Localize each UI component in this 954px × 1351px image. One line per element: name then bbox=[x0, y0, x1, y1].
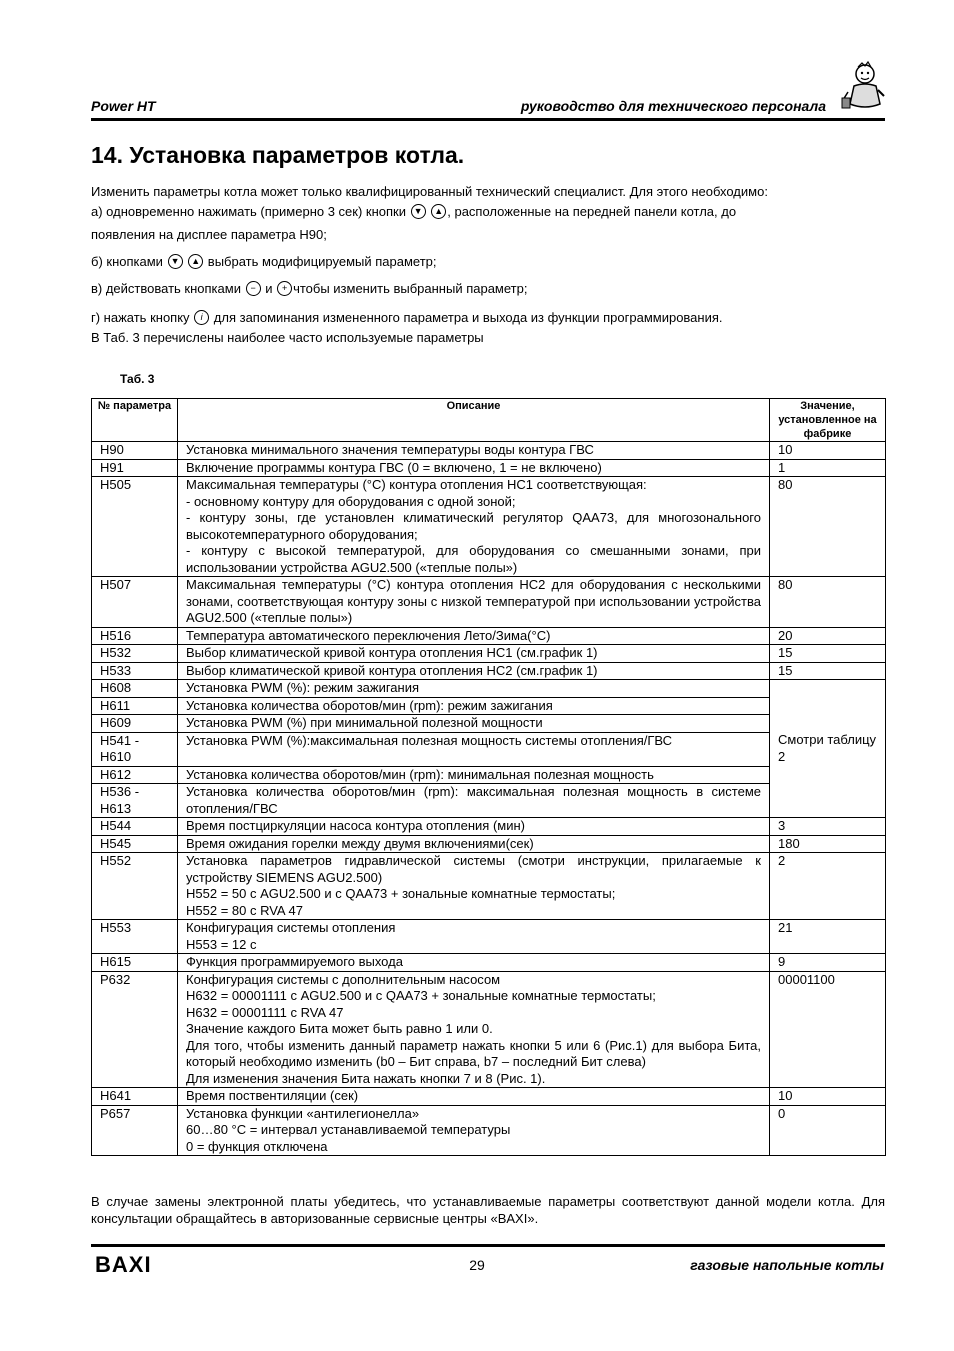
default-value: 0 bbox=[770, 1105, 886, 1156]
description-line: H553 = 12 c bbox=[186, 936, 257, 952]
default-value: 3 bbox=[770, 818, 886, 836]
header-rule bbox=[91, 118, 885, 121]
column-header-default-value: Значение, установленное на фабрике bbox=[770, 399, 886, 442]
step-b-text: б) кнопками bbox=[91, 254, 163, 269]
footer-product-line: газовые напольные котлы bbox=[690, 1257, 884, 1273]
baxi-logo: BAXI bbox=[95, 1252, 152, 1277]
parameter-description bbox=[178, 697, 770, 715]
intro-text bbox=[91, 183, 885, 346]
table-body bbox=[92, 442, 886, 1156]
description-line: Значение каждого Бита может быть равно 1 или 0. bbox=[186, 1021, 493, 1036]
parameter-number: H505 bbox=[92, 477, 178, 577]
description-line: Температура автоматического переключения Лето/Зима(°С) bbox=[186, 627, 551, 643]
parameter-number: H615 bbox=[92, 954, 178, 972]
default-value: 00001100 bbox=[770, 971, 886, 1088]
description-line: 60…80 °C = интервал устанавливаемой температуры bbox=[186, 1122, 511, 1137]
default-value: 80 bbox=[770, 577, 886, 628]
default-value: 10 bbox=[770, 442, 886, 460]
table-label: Таб. 3 bbox=[120, 372, 155, 386]
description-line: Максимальная температуры (°С) контура отопления НС2 для оборудования с несколькими зонами, соответствующая контуру зоны с низкой температурой при использовании устройства AGU2.500 («теплые полы») bbox=[186, 577, 761, 625]
down-arrow-button-icon: ▼ bbox=[168, 254, 183, 269]
table-row bbox=[92, 1105, 886, 1156]
table-row bbox=[92, 1088, 886, 1106]
description-line: Время постциркуляции насоса контура отопления (мин) bbox=[186, 818, 525, 833]
default-value: 80 bbox=[770, 477, 886, 577]
intro-paragraph: Изменить параметры котла может только квалифицированный технический специалист. Для этого необходимо: bbox=[91, 184, 768, 199]
technician-mascot-icon bbox=[840, 60, 886, 114]
table-row bbox=[92, 442, 886, 460]
step-a-text: а) одновременно нажимать (примерно 3 сек) кнопки bbox=[91, 204, 406, 219]
table-row bbox=[92, 477, 886, 577]
table-row bbox=[92, 627, 886, 645]
parameter-description bbox=[178, 577, 770, 628]
parameter-number: H608 bbox=[92, 680, 178, 698]
table-row bbox=[92, 662, 886, 680]
parameter-description bbox=[178, 920, 770, 954]
description-line: Максимальная температуры (°С) контура отопления НС1 соответствующая: bbox=[186, 477, 647, 492]
description-line: - контуру зоны, где установлен климатический регулятор QAA73, для многозонального высокотемпературного оборудования; bbox=[186, 510, 761, 542]
parameter-description bbox=[178, 853, 770, 920]
default-value: 180 bbox=[770, 835, 886, 853]
description-line: Установка параметров гидравлической системы (смотри инструкции, прилагаемые к устройству SIEMENS AGU2.500) bbox=[186, 853, 761, 885]
description-line: - основному контуру для оборудования с одной зоной; bbox=[186, 493, 516, 509]
parameter-number: H609 bbox=[92, 715, 178, 733]
parameter-description bbox=[178, 732, 770, 766]
parameter-number: H516 bbox=[92, 627, 178, 645]
parameter-description bbox=[178, 784, 770, 818]
table-header-row bbox=[92, 399, 886, 442]
parameter-number: H641 bbox=[92, 1088, 178, 1106]
description-line: Конфигурация системы с дополнительным насосом bbox=[186, 971, 501, 987]
parameter-number: H90 bbox=[92, 442, 178, 460]
parameter-description bbox=[178, 715, 770, 733]
parameter-description bbox=[178, 971, 770, 1088]
parameter-description bbox=[178, 442, 770, 460]
table-row bbox=[92, 818, 886, 836]
parameter-description bbox=[178, 766, 770, 784]
parameter-number: H541 - H610 bbox=[92, 732, 178, 766]
table-row bbox=[92, 697, 886, 715]
parameter-description bbox=[178, 835, 770, 853]
table-row bbox=[92, 680, 886, 698]
header-product: Power HT bbox=[91, 98, 156, 114]
table-row bbox=[92, 459, 886, 477]
parameter-description bbox=[178, 477, 770, 577]
down-arrow-button-icon: ▼ bbox=[411, 204, 426, 219]
step-b bbox=[91, 253, 885, 270]
footer-rule bbox=[91, 1244, 885, 1247]
page-number: 29 bbox=[469, 1257, 485, 1273]
parameter-description bbox=[178, 1105, 770, 1156]
description-line: Выбор климатической кривой контура отопления НС2 (см.график 1) bbox=[186, 662, 598, 678]
step-d-text: г) нажать кнопку bbox=[91, 310, 190, 325]
description-line: Установка PWM (%):максимальная полезная мощность системы отопления/ГВС bbox=[186, 732, 673, 748]
description-line: H632 = 00001111 с AGU2.500 и с QAA73 + зональные комнатные термостаты; bbox=[186, 988, 656, 1003]
parameter-number: H612 bbox=[92, 766, 178, 784]
default-value: 15 bbox=[770, 645, 886, 663]
step-d bbox=[91, 309, 885, 326]
column-header-description: Описание bbox=[178, 399, 770, 442]
description-line: H632 = 00001111 с RVA 47 bbox=[186, 1004, 344, 1020]
table-row bbox=[92, 853, 886, 920]
parameter-number: H544 bbox=[92, 818, 178, 836]
parameter-number: P632 bbox=[92, 971, 178, 1088]
table-row bbox=[92, 920, 886, 954]
parameter-number: H507 bbox=[92, 577, 178, 628]
description-line: 0 = функция отключена bbox=[186, 1138, 328, 1154]
table-row bbox=[92, 835, 886, 853]
parameter-number: H536 - H613 bbox=[92, 784, 178, 818]
description-line: Для того, чтобы изменить данный параметр нажать кнопки 5 или 6 (Рис.1) для выбора Бита, который необходимо изменить (b0 – Бит справа, b7 – последний Бит слева) bbox=[186, 1037, 761, 1069]
default-value: 20 bbox=[770, 627, 886, 645]
parameter-number: H553 bbox=[92, 920, 178, 954]
description-line: Конфигурация системы отопления bbox=[186, 920, 396, 935]
default-value: 9 bbox=[770, 954, 886, 972]
parameter-description bbox=[178, 627, 770, 645]
description-line: Для изменения значения Бита нажать кнопки 7 и 8 (Рис. 1). bbox=[186, 1070, 546, 1086]
page-title: 14. Установка параметров котла. bbox=[91, 142, 465, 168]
table-row bbox=[92, 971, 886, 1088]
parameter-number: H91 bbox=[92, 459, 178, 477]
table-row bbox=[92, 732, 886, 766]
table-intro: В Таб. 3 перечислены наиболее часто используемые параметры bbox=[91, 330, 484, 345]
parameter-number: H611 bbox=[92, 697, 178, 715]
description-line: Установка количества оборотов/мин (rpm): максимальная полезная мощность в системе отопления/ГВС bbox=[186, 784, 761, 816]
description-line: Выбор климатической кривой контура отопления НС1 (см.график 1) bbox=[186, 645, 598, 660]
table-row bbox=[92, 577, 886, 628]
parameter-number: H533 bbox=[92, 662, 178, 680]
table-row bbox=[92, 784, 886, 818]
step-c-text-end: чтобы изменить выбранный параметр; bbox=[293, 281, 528, 296]
step-a bbox=[91, 203, 885, 220]
description-line: Функция программируемого выхода bbox=[186, 954, 403, 969]
description-line: Время поствентиляции (сек) bbox=[186, 1088, 359, 1103]
default-value: Смотри таблицу 2 bbox=[770, 680, 886, 818]
up-arrow-button-icon: ▲ bbox=[431, 204, 446, 219]
description-line: Установка минимального значения температуры воды контура ГВС bbox=[186, 442, 594, 457]
description-line: Установка PWM (%): режим зажигания bbox=[186, 680, 420, 695]
step-d-text-end: для запоминания измененного параметра и выхода из функции программирования. bbox=[210, 310, 723, 325]
column-header-number: № параметра bbox=[92, 399, 178, 442]
default-value: 2 bbox=[770, 853, 886, 920]
parameter-description bbox=[178, 1088, 770, 1106]
step-c-text: в) действовать кнопками bbox=[91, 281, 241, 296]
description-line: H552 = 80 с RVA 47 bbox=[186, 902, 303, 918]
up-arrow-button-icon: ▲ bbox=[188, 254, 203, 269]
description-line: Включение программы контура ГВС (0 = включено, 1 = не включено) bbox=[186, 459, 602, 475]
header-manual-title: руководство для технического персонала bbox=[520, 98, 826, 114]
default-value: 10 bbox=[770, 1088, 886, 1106]
minus-button-icon: − bbox=[246, 281, 261, 296]
step-c bbox=[91, 280, 885, 297]
parameter-description bbox=[178, 818, 770, 836]
description-line: Установка PWM (%) при минимальной полезной мощности bbox=[186, 715, 543, 730]
parameters-table bbox=[91, 398, 886, 1156]
table-row bbox=[92, 766, 886, 784]
parameter-number: P657 bbox=[92, 1105, 178, 1156]
parameter-description bbox=[178, 645, 770, 663]
parameter-number: H532 bbox=[92, 645, 178, 663]
parameter-description bbox=[178, 954, 770, 972]
description-line: Установка количества оборотов/мин (rpm): минимальная полезная мощность bbox=[186, 766, 654, 782]
default-value: 21 bbox=[770, 920, 886, 954]
step-b-text-end: выбрать модифицируемый параметр; bbox=[204, 254, 437, 269]
description-line: Установка функции «антилегионелла» bbox=[186, 1105, 420, 1121]
description-line: Время ожидания горелки между двумя включениями(сек) bbox=[186, 835, 534, 851]
description-line: H552 = 50 с AGU2.500 и с QAA73 + зональные комнатные термостаты; bbox=[186, 886, 616, 901]
description-line: Установка количества оборотов/мин (rpm): режим зажигания bbox=[186, 697, 553, 713]
parameter-number: H545 bbox=[92, 835, 178, 853]
table-row bbox=[92, 715, 886, 733]
board-replacement-note: В случае замены электронной платы убедитесь, что устанавливаемые параметры соответствуют данной модели котла. Для консультации обращайтесь в авторизованные сервисные центры «BAXI». bbox=[91, 1194, 885, 1226]
step-a-continued: появления на дисплее параметра H90; bbox=[91, 227, 327, 242]
parameter-description bbox=[178, 459, 770, 477]
parameter-description bbox=[178, 680, 770, 698]
description-line: - контуру с высокой температурой, для оборудования со смешанными зонами, при использовании устройства AGU2.500 («теплые полы») bbox=[186, 543, 761, 575]
plus-button-icon: + bbox=[277, 281, 292, 296]
default-value: 15 bbox=[770, 662, 886, 680]
info-button-icon: i bbox=[194, 310, 209, 325]
table-row bbox=[92, 954, 886, 972]
step-a-text-end: , расположенные на передней панели котла, до bbox=[447, 204, 737, 219]
parameter-number: H552 bbox=[92, 853, 178, 920]
step-c-text-mid: и bbox=[261, 281, 277, 296]
parameter-description bbox=[178, 662, 770, 680]
default-value: 1 bbox=[770, 459, 886, 477]
table-row bbox=[92, 645, 886, 663]
